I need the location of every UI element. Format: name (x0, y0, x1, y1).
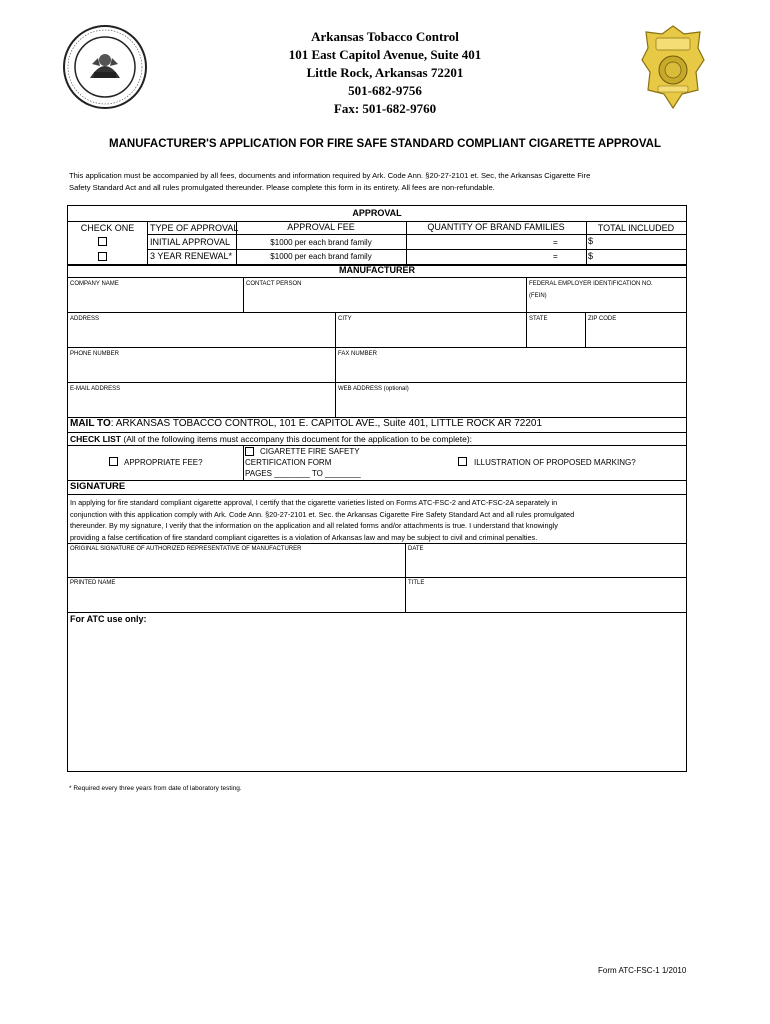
check-list-label: CHECK LIST (70, 434, 121, 444)
web-label: WEB ADDRESS (optional) (338, 386, 409, 392)
fee-checkbox[interactable] (109, 457, 118, 466)
agency-name: Arkansas Tobacco Control (311, 29, 459, 44)
intro-text (69, 170, 689, 194)
state-seal-logo (62, 24, 148, 110)
state-label: STATE (529, 316, 548, 322)
application-form (67, 205, 687, 772)
agency-street: 101 East Capitol Avenue, Suite 401 (288, 47, 482, 62)
fein-input[interactable] (529, 302, 683, 311)
certification-line: thereunder. By my signature, I verify that the information on the application and all related forms and/or attachments is true. I understand that knowingly (70, 521, 558, 530)
col-total-included: TOTAL INCLUDED (597, 223, 675, 233)
check-list-line (70, 434, 472, 444)
manufacturer-heading: MANUFACTURER (339, 265, 415, 275)
agency-city: Little Rock, Arkansas 72201 (306, 65, 464, 80)
contact-person-label: CONTACT PERSON (246, 281, 302, 287)
intro-line: Safety Standard Act and all rules promulgated thereunder. Please complete this form in its entirety. All fees are non-refundable. (69, 183, 495, 192)
police-badge-logo (640, 24, 706, 110)
company-name-label: COMPANY NAME (70, 281, 119, 287)
signature-heading: SIGNATURE (70, 481, 126, 492)
date-label: DATE (408, 546, 424, 552)
agency-fax: Fax: 501-682-9760 (333, 101, 437, 116)
address-input[interactable] (70, 325, 332, 345)
initial-approval-checkbox[interactable] (98, 237, 107, 246)
agency-header (200, 28, 570, 118)
initial-dollar: $ (588, 236, 594, 246)
date-input[interactable] (408, 555, 683, 576)
contact-person-input[interactable] (246, 290, 522, 310)
initial-approval-fee: $1000 per each brand family (270, 238, 372, 247)
email-label: E-MAIL ADDRESS (70, 386, 121, 392)
phone-label: PHONE NUMBER (70, 351, 120, 357)
renewal-quantity-input[interactable] (408, 250, 584, 263)
fax-label: FAX NUMBER (338, 351, 378, 357)
printed-name-label: PRINTED NAME (70, 580, 116, 586)
fax-input[interactable] (338, 360, 683, 380)
mail-to-address: : ARKANSAS TOBACCO CONTROL, 101 E. CAPITOL AVE., Suite 401, LITTLE ROCK AR 72201 (110, 418, 543, 429)
initial-total-input[interactable] (596, 235, 684, 248)
email-input[interactable] (70, 395, 332, 415)
col-check-one: CHECK ONE (80, 223, 135, 233)
zip-input[interactable] (588, 325, 683, 345)
renewal-dollar: $ (588, 251, 594, 261)
certification-statement (70, 497, 574, 543)
col-type-of-approval: TYPE OF APPROVAL (150, 223, 239, 233)
fee-check-label: APPROPRIATE FEE? (124, 458, 203, 467)
web-input[interactable] (338, 395, 683, 415)
marking-check-label: ILLUSTRATION OF PROPOSED MARKING? (474, 458, 636, 467)
col-quantity: QUANTITY OF BRAND FAMILIES (427, 222, 565, 232)
renewal-label: 3 YEAR RENEWAL* (150, 251, 233, 261)
renewal-fee: $1000 per each brand family (270, 252, 372, 261)
certification-line: conjunction with this application comply with Ark. Code Ann. §20-27-2101 et. Sec. the Arkansas Cigarette Fire Safety Standard Act and all rules promulgated (70, 509, 575, 519)
form-number: Form ATC-FSC-1 1/2010 (598, 966, 687, 975)
fein-label: FEDERAL EMPLOYER IDENTIFICATION NO. (529, 281, 653, 287)
state-input[interactable] (529, 325, 582, 345)
renewal-checkbox[interactable] (98, 252, 107, 261)
renewal-footnote: * Required every three years from date of laboratory testing. (69, 785, 242, 792)
atc-use-label: For ATC use only: (70, 614, 147, 624)
approval-heading: APPROVAL (352, 208, 402, 218)
company-name-input[interactable] (70, 290, 240, 310)
signature-input[interactable] (70, 555, 402, 576)
renewal-equals: = (553, 252, 558, 261)
certification-checkbox[interactable] (245, 447, 254, 456)
certification-line: In applying for fire standard compliant cigarette approval, I certify that the cigarette varieties listed on Forms ATC-FSC-2 and ATC-FSC-2A separately in (70, 498, 558, 507)
initial-approval-label: INITIAL APPROVAL (150, 237, 231, 247)
renewal-total-input[interactable] (596, 250, 684, 263)
signature-label: ORIGINAL SIGNATURE OF AUTHORIZED REPRESENTATIVE OF MANUFACTURER (70, 546, 302, 552)
initial-quantity-input[interactable] (408, 235, 584, 248)
printed-name-input[interactable] (70, 589, 402, 610)
phone-input[interactable] (70, 360, 332, 380)
city-label: CITY (338, 316, 352, 322)
address-label: ADDRESS (70, 316, 100, 322)
city-input[interactable] (338, 325, 523, 345)
agency-phone: 501-682-9756 (348, 83, 422, 98)
cert-pages: PAGES ________ TO ________ (245, 469, 361, 478)
title-label: TITLE (408, 580, 425, 586)
cert-line1: CIGARETTE FIRE SAFETY (260, 447, 360, 456)
form-title: MANUFACTURER'S APPLICATION FOR FIRE SAFE STANDARD COMPLIANT CIGARETTE APPROVAL (109, 138, 661, 150)
fein-abbr: (FEIN) (529, 293, 547, 299)
cert-line2: CERTIFICATION FORM (245, 458, 332, 467)
col-approval-fee: APPROVAL FEE (287, 222, 355, 232)
initial-equals: = (553, 238, 558, 247)
mail-to-line (70, 418, 542, 429)
title-input[interactable] (408, 589, 683, 610)
mail-to-label: MAIL TO (70, 418, 111, 429)
certification-line: providing a false certification of fire standard compliant cigarettes is a violation of Arkansas law and may be subject to civil and criminal penalties. (70, 532, 538, 542)
intro-line: This application must be accompanied by all fees, documents and information required by Ark. Code Ann. §20-27-2101 et. Sec, the Arkansas Cigarette Fire (69, 171, 591, 180)
marking-checkbox[interactable] (458, 457, 467, 466)
zip-label: ZIP CODE (588, 316, 617, 322)
check-list-text: (All of the following items must accompany this document for the application to be complete): (121, 434, 473, 444)
